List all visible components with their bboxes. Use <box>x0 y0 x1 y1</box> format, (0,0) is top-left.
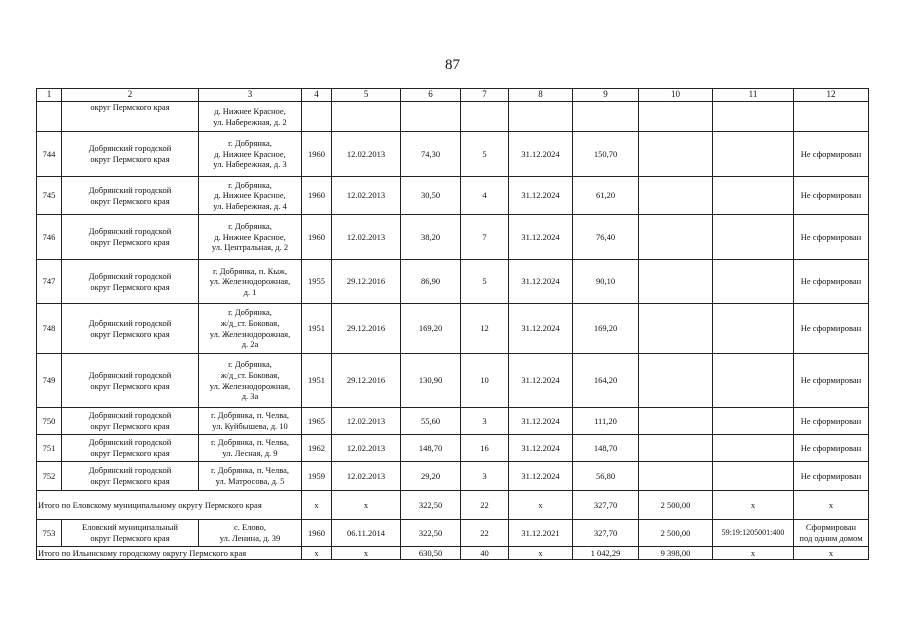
table-row <box>37 520 869 547</box>
deadline-cell: 31.12.2024 <box>509 304 573 354</box>
text-line: ул. Центральная, д. 2 <box>211 242 289 253</box>
year-cell: x <box>302 491 332 520</box>
people-cell: 40 <box>461 547 509 560</box>
c11-cell <box>713 304 794 354</box>
text-line: ул. Матросова, д. 5 <box>215 476 285 486</box>
text-line: г. Добрянка, п. Челва, <box>210 465 290 476</box>
area-cell: 148,70 <box>401 435 461 462</box>
header-cell: 9 <box>573 89 639 102</box>
year-cell: 1960 <box>302 215 332 260</box>
text-line: Добрянский городской <box>88 143 172 154</box>
table-row <box>37 435 869 462</box>
header-cell: 2 <box>62 89 199 102</box>
year-cell: 1960 <box>302 132 332 177</box>
people-cell: 5 <box>461 260 509 304</box>
text-line: округ Пермского края <box>90 328 170 339</box>
row-number: 751 <box>37 435 62 462</box>
header-cell: 10 <box>639 89 713 102</box>
deadline-cell: x <box>509 491 573 520</box>
address-line: д. Нижнее Красное, <box>214 105 286 116</box>
text-line: Сформирован <box>805 522 857 533</box>
c11-cell <box>713 408 794 435</box>
c10-cell <box>639 435 713 462</box>
c11-cell <box>713 435 794 462</box>
table-row <box>37 408 869 435</box>
text-line: ул. Ленина, д. 39 <box>219 533 281 543</box>
status-cell: x <box>794 491 869 520</box>
deadline-cell: 31.12.2024 <box>509 435 573 462</box>
c10-cell <box>639 132 713 177</box>
people-cell: 3 <box>461 408 509 435</box>
c10-cell <box>639 260 713 304</box>
sum-cell: 148,70 <box>573 435 639 462</box>
total-label: Итого по Еловскому муниципальному округу Пермского края <box>37 491 302 520</box>
text-line: под одним домом <box>799 533 863 543</box>
owner-cell <box>62 132 199 177</box>
owner-cell <box>62 177 199 215</box>
c10-cell <box>639 177 713 215</box>
text-line: ул. Набережная, д. 3 <box>213 159 287 170</box>
address-cell <box>199 435 302 462</box>
table-row <box>37 304 869 354</box>
text-line: Добрянский городской <box>88 465 172 476</box>
text-line: округ Пермского края <box>90 421 170 431</box>
people-cell: 3 <box>461 462 509 491</box>
text-line: ул. Железнодорожная, <box>209 276 291 287</box>
header-cell: 11 <box>713 89 794 102</box>
area-cell: 30,50 <box>401 177 461 215</box>
owner-cell <box>62 260 199 304</box>
status-cell <box>794 520 869 547</box>
row-number: 752 <box>37 462 62 491</box>
text-line: округ Пермского края <box>90 281 170 292</box>
owner-cell <box>62 435 199 462</box>
sum-cell: 169,20 <box>573 304 639 354</box>
header-cell: 6 <box>401 89 461 102</box>
text-line: округ Пермского края <box>90 237 170 247</box>
text-line: Добрянский городской <box>88 369 172 380</box>
year-cell: 1951 <box>302 304 332 354</box>
header-row <box>37 89 869 102</box>
c10-cell <box>639 354 713 408</box>
address-line: ул. Набережная, д. 2 <box>213 116 287 127</box>
text-line: ул. Набережная, д. 4 <box>213 200 287 211</box>
owner-cell <box>62 462 199 491</box>
c11-cell: x <box>713 491 794 520</box>
deadline-cell: 31.12.2024 <box>509 260 573 304</box>
sum-cell: 327,70 <box>573 491 639 520</box>
c11-cell: 59:19:1205001:400 <box>713 520 794 547</box>
c10-cell <box>639 462 713 491</box>
deadline-cell: 31.12.2024 <box>509 177 573 215</box>
date-cell: 12.02.2013 <box>332 215 401 260</box>
total-row <box>37 491 869 520</box>
text-line: округ Пермского края <box>90 448 170 458</box>
header-cell: 12 <box>794 89 869 102</box>
row-number: 750 <box>37 408 62 435</box>
text-line: Добрянский городской <box>88 184 172 195</box>
text-line: ул. Лесная, д. 9 <box>222 448 278 458</box>
people-cell: 4 <box>461 177 509 215</box>
text-line: д. 3а <box>241 391 259 402</box>
c10-cell <box>639 215 713 260</box>
c11-cell <box>713 354 794 408</box>
c11-cell: x <box>713 547 794 560</box>
area-cell: 55,60 <box>401 408 461 435</box>
c10-cell: 9 398,00 <box>639 547 713 560</box>
date-cell: 12.02.2013 <box>332 435 401 462</box>
address-cell <box>199 304 302 354</box>
people-cell: 5 <box>461 132 509 177</box>
table-row <box>37 177 869 215</box>
table-row <box>37 132 869 177</box>
row-number: 745 <box>37 177 62 215</box>
sum-cell: 61,20 <box>573 177 639 215</box>
text-line: д. Нижнее Красное, <box>214 231 286 242</box>
table-row <box>37 215 869 260</box>
area-cell: 169,20 <box>401 304 461 354</box>
text-line: округ Пермского края <box>90 476 170 486</box>
header-cell: 8 <box>509 89 573 102</box>
registry-table <box>36 88 869 560</box>
status-cell: Не сформирован <box>794 260 869 304</box>
c10-cell: 2 500,00 <box>639 520 713 547</box>
header-cell: 5 <box>332 89 401 102</box>
text-line: г. Добрянка, п. Кыж, <box>212 265 288 276</box>
c11-cell <box>713 260 794 304</box>
text-line: ж/д_ст. Боковая, <box>220 317 280 328</box>
year-cell: 1951 <box>302 354 332 408</box>
table-row <box>37 260 869 304</box>
people-cell: 22 <box>461 491 509 520</box>
status-cell: Не сформирован <box>794 132 869 177</box>
sum-cell: 164,20 <box>573 354 639 408</box>
year-cell: 1959 <box>302 462 332 491</box>
year-cell: 1960 <box>302 520 332 547</box>
year-cell: 1965 <box>302 408 332 435</box>
owner-cell <box>62 304 199 354</box>
text-line: д. 1 <box>243 286 257 297</box>
page-number: 87 <box>445 57 460 73</box>
deadline-cell: 31.12.2021 <box>509 520 573 547</box>
text-line: округ Пермского края <box>90 380 170 391</box>
address-cell <box>199 215 302 260</box>
status-cell: Не сформирован <box>794 435 869 462</box>
area-cell: 630,50 <box>401 547 461 560</box>
sum-cell: 76,40 <box>573 215 639 260</box>
row-number: 753 <box>37 520 62 547</box>
row-number: 744 <box>37 132 62 177</box>
row-number: 746 <box>37 215 62 260</box>
address-cell <box>199 260 302 304</box>
table-row <box>37 354 869 408</box>
text-line: Добрянский городской <box>88 437 172 448</box>
owner-cell <box>62 408 199 435</box>
status-cell: Не сформирован <box>794 304 869 354</box>
people-cell: 16 <box>461 435 509 462</box>
year-cell: x <box>302 547 332 560</box>
text-line: Добрянский городской <box>88 270 172 281</box>
year-cell: 1962 <box>302 435 332 462</box>
text-line: ул. Куйбышева, д. 10 <box>212 421 288 431</box>
sum-cell: 111,20 <box>573 408 639 435</box>
table-row <box>37 462 869 491</box>
area-cell: 322,50 <box>401 520 461 547</box>
address-cell <box>199 408 302 435</box>
address-cell <box>199 102 302 132</box>
deadline-cell: x <box>509 547 573 560</box>
sum-cell: 327,70 <box>573 520 639 547</box>
area-cell: 38,20 <box>401 215 461 260</box>
date-cell: 29.12.2016 <box>332 304 401 354</box>
total-row <box>37 547 869 560</box>
deadline-cell: 31.12.2024 <box>509 408 573 435</box>
people-cell: 22 <box>461 520 509 547</box>
status-cell: Не сформирован <box>794 215 869 260</box>
deadline-cell: 31.12.2024 <box>509 132 573 177</box>
text-line: ул. Железнодорожная, <box>209 380 291 391</box>
row-number: 747 <box>37 260 62 304</box>
status-cell: x <box>794 547 869 560</box>
text-line: Добрянский городской <box>88 410 172 421</box>
text-line: г. Добрянка, <box>228 307 272 318</box>
text-line: г. Добрянка, п. Челва, <box>210 437 290 448</box>
c11-cell <box>713 177 794 215</box>
area-cell: 86,90 <box>401 260 461 304</box>
sum-cell: 1 042,29 <box>573 547 639 560</box>
text-line: Еловский муниципальный <box>82 522 178 533</box>
address-cell <box>199 520 302 547</box>
text-line: округ Пермского края <box>90 533 170 543</box>
text-line: Добрянский городской <box>88 317 172 328</box>
c10-cell <box>639 304 713 354</box>
status-cell: Не сформирован <box>794 354 869 408</box>
text-line: ул. Железнодорожная, <box>209 328 291 339</box>
text-line: г. Добрянка, п. Челва, <box>210 410 290 421</box>
sum-cell: 56,80 <box>573 462 639 491</box>
text-line: д. 2а <box>241 339 259 350</box>
sum-cell: 150,70 <box>573 132 639 177</box>
deadline-cell: 31.12.2024 <box>509 354 573 408</box>
text-line: г. Добрянка, <box>228 221 272 232</box>
owner-cell <box>62 215 199 260</box>
cell <box>37 102 62 132</box>
text-line: округ Пермского края <box>90 195 170 206</box>
text-line: д. Нижнее Красное, <box>214 148 286 159</box>
date-cell: 12.02.2013 <box>332 408 401 435</box>
table-row <box>37 102 869 132</box>
year-cell: 1960 <box>302 177 332 215</box>
text-line: г. Добрянка, <box>228 138 272 149</box>
row-number: 748 <box>37 304 62 354</box>
year-cell: 1955 <box>302 260 332 304</box>
c11-cell <box>713 215 794 260</box>
owner-cell <box>62 354 199 408</box>
header-cell: 4 <box>302 89 332 102</box>
c10-cell: 2 500,00 <box>639 491 713 520</box>
area-cell: 130,90 <box>401 354 461 408</box>
row-number: 749 <box>37 354 62 408</box>
text-line: с. Елово, <box>233 522 267 533</box>
address-cell <box>199 132 302 177</box>
area-cell: 322,50 <box>401 491 461 520</box>
status-cell: Не сформирован <box>794 462 869 491</box>
text-line: д. Нижнее Красное, <box>214 190 286 201</box>
deadline-cell: 31.12.2024 <box>509 462 573 491</box>
status-cell: Не сформирован <box>794 177 869 215</box>
date-cell: 12.02.2013 <box>332 177 401 215</box>
total-label: Итого по Ильинскому городскому округу Пермского края <box>37 547 302 560</box>
area-cell: 74,30 <box>401 132 461 177</box>
date-cell: 12.02.2013 <box>332 462 401 491</box>
date-cell: x <box>332 491 401 520</box>
text-line: г. Добрянка, <box>228 359 272 370</box>
c11-cell <box>713 132 794 177</box>
date-cell: 29.12.2016 <box>332 260 401 304</box>
date-cell: 29.12.2016 <box>332 354 401 408</box>
status-cell: Не сформирован <box>794 408 869 435</box>
area-cell: 29,20 <box>401 462 461 491</box>
people-cell: 12 <box>461 304 509 354</box>
address-cell <box>199 462 302 491</box>
c11-cell <box>713 462 794 491</box>
text-line: округ Пермского края <box>90 154 170 164</box>
header-cell: 1 <box>37 89 62 102</box>
header-cell: 7 <box>461 89 509 102</box>
people-cell: 7 <box>461 215 509 260</box>
c10-cell <box>639 408 713 435</box>
sum-cell: 90,10 <box>573 260 639 304</box>
text-line: г. Добрянка, <box>228 179 272 190</box>
text-line: Добрянский городской <box>88 226 172 237</box>
address-cell <box>199 177 302 215</box>
header-cell: 3 <box>199 89 302 102</box>
deadline-cell: 31.12.2024 <box>509 215 573 260</box>
text-line: ж/д_ст. Боковая, <box>220 369 280 380</box>
date-cell: 06.11.2014 <box>332 520 401 547</box>
address-cell <box>199 354 302 408</box>
date-cell: 12.02.2013 <box>332 132 401 177</box>
date-cell: x <box>332 547 401 560</box>
owner-cell <box>62 520 199 547</box>
people-cell: 10 <box>461 354 509 408</box>
owner-cell: округ Пермского края <box>62 102 199 132</box>
